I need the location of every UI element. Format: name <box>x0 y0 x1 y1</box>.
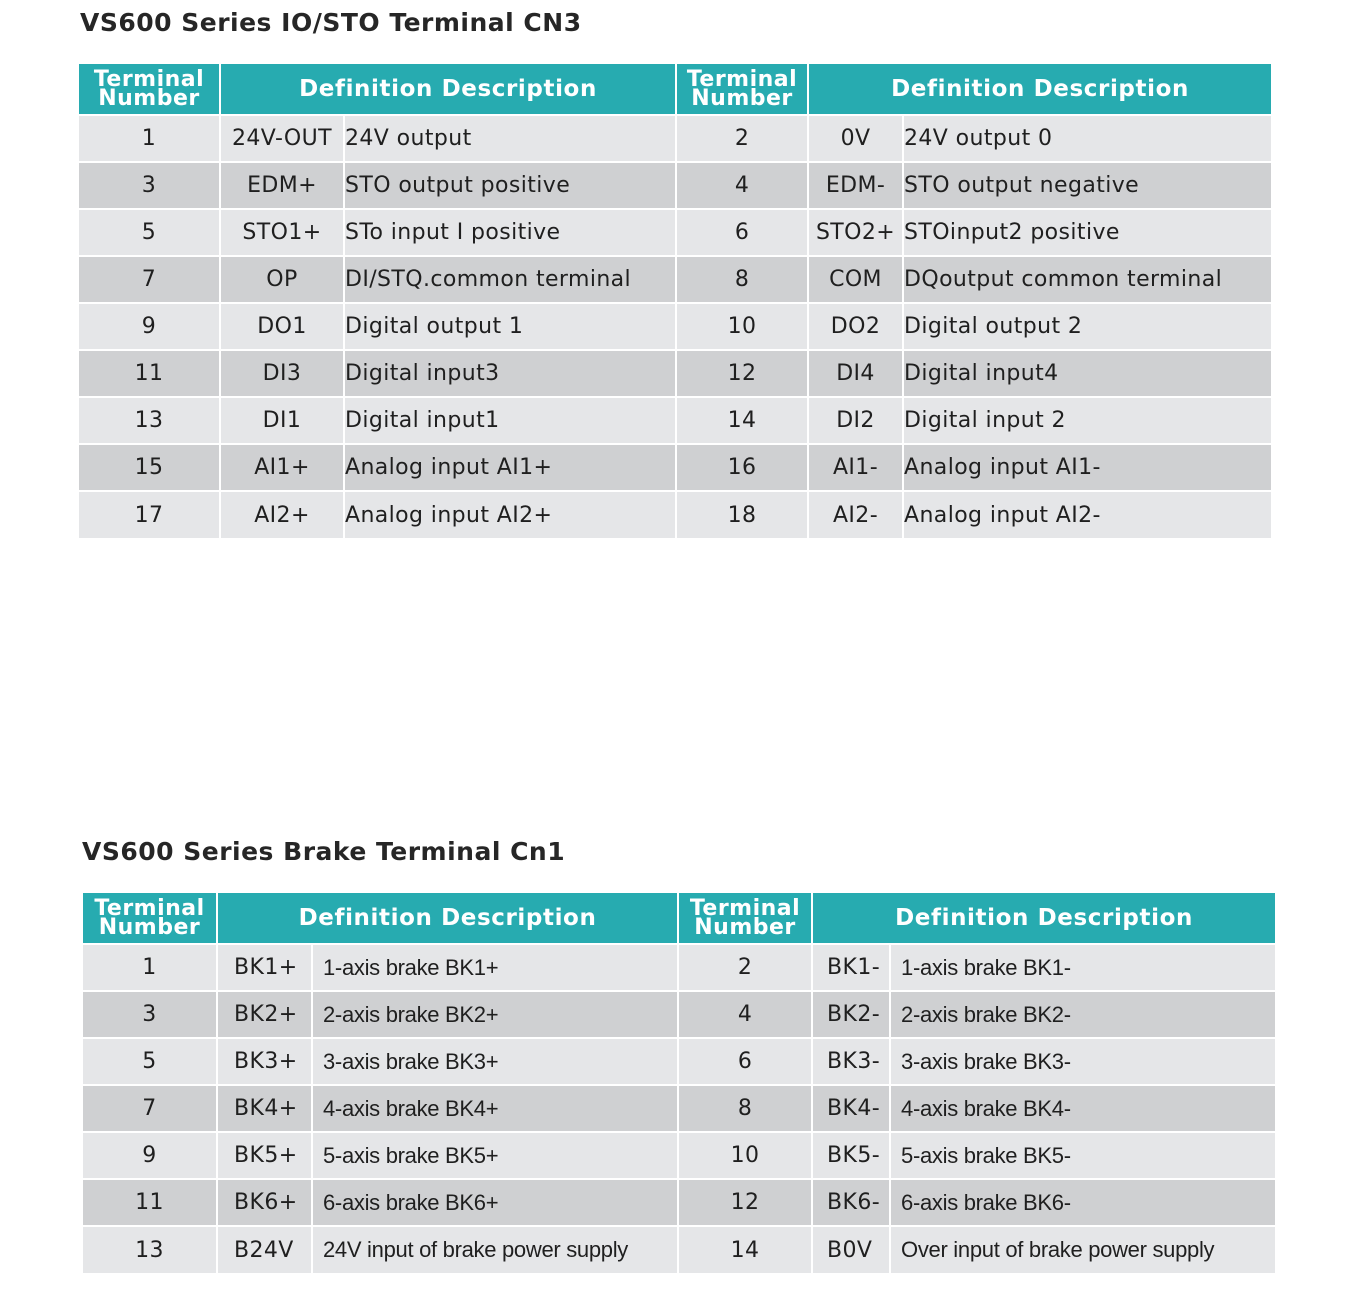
definition-cell: 1-axis brake BK1- <box>890 944 1275 991</box>
signal-name-cell: OP <box>220 256 344 303</box>
terminal-number-cell: 14 <box>676 397 808 444</box>
signal-name-cell: BK5+ <box>217 1132 312 1179</box>
signal-name-cell: STO2+ <box>808 209 903 256</box>
table-row <box>79 115 1271 162</box>
terminal-header-line2: Number <box>98 86 200 111</box>
definition-cell: Digital input4 <box>903 350 1271 397</box>
definition-cell: Analog input AI1- <box>903 444 1271 491</box>
signal-name-cell: DO1 <box>220 303 344 350</box>
terminal-header-line2: Number <box>98 915 201 940</box>
terminal-number-cell: 16 <box>676 444 808 491</box>
terminal-number-cell: 3 <box>83 991 217 1038</box>
terminal-number-cell: 5 <box>79 209 220 256</box>
definition-cell: 5-axis brake BK5+ <box>312 1132 678 1179</box>
definition-cell: 3-axis brake BK3- <box>890 1038 1275 1085</box>
definition-cell: 24V output 0 <box>903 115 1271 162</box>
terminal-number-cell: 2 <box>678 944 812 991</box>
terminal-number-header <box>83 893 217 944</box>
table-row <box>79 444 1271 491</box>
definition-cell: STO output negative <box>903 162 1271 209</box>
signal-name-cell: BK4+ <box>217 1085 312 1132</box>
terminal-number-cell: 9 <box>79 303 220 350</box>
definition-cell: Digital input1 <box>344 397 676 444</box>
terminal-number-cell: 11 <box>79 350 220 397</box>
definition-cell: DQoutput common terminal <box>903 256 1271 303</box>
definition-cell: Analog input AI1+ <box>344 444 676 491</box>
signal-name-cell: BK2+ <box>217 991 312 1038</box>
terminal-number-cell: 9 <box>83 1132 217 1179</box>
terminal-header-line1: Terminal <box>689 896 801 921</box>
signal-name-cell: BK5- <box>812 1132 890 1179</box>
signal-name-cell: BK6- <box>812 1179 890 1226</box>
cn3-terminal-table <box>79 64 1271 538</box>
terminal-number-cell: 10 <box>676 303 808 350</box>
terminal-number-header <box>676 64 808 115</box>
definition-cell: Digital output 1 <box>344 303 676 350</box>
definition-header-label: Definition Description <box>895 905 1193 931</box>
definition-header-label: Definition Description <box>299 76 597 102</box>
terminal-header-line2: Number <box>691 86 793 111</box>
table-header-row <box>83 893 1275 944</box>
definition-header-label: Definition Description <box>298 905 597 931</box>
table-row <box>83 1038 1275 1085</box>
terminal-number-cell: 17 <box>79 491 220 538</box>
signal-name-cell: AI2+ <box>220 491 344 538</box>
signal-name-cell: B0V <box>812 1226 890 1273</box>
definition-header-label: Definition Description <box>891 76 1189 102</box>
terminal-number-header <box>79 64 220 115</box>
table-row <box>79 350 1271 397</box>
definition-description-header <box>812 893 1275 944</box>
table-header-row <box>79 64 1271 115</box>
definition-cell: 5-axis brake BK5- <box>890 1132 1275 1179</box>
terminal-header-line1: Terminal <box>686 67 798 92</box>
signal-name-cell: BK3+ <box>217 1038 312 1085</box>
signal-name-cell: DO2 <box>808 303 903 350</box>
signal-name-cell: BK1- <box>812 944 890 991</box>
signal-name-cell: BK1+ <box>217 944 312 991</box>
definition-description-header <box>808 64 1271 115</box>
definition-cell: 4-axis brake BK4+ <box>312 1085 678 1132</box>
terminal-number-cell: 4 <box>676 162 808 209</box>
signal-name-cell: BK3- <box>812 1038 890 1085</box>
table-row <box>79 397 1271 444</box>
terminal-number-cell: 5 <box>83 1038 217 1085</box>
signal-name-cell: DI3 <box>220 350 344 397</box>
definition-cell: 4-axis brake BK4- <box>890 1085 1275 1132</box>
signal-name-cell: EDM+ <box>220 162 344 209</box>
terminal-number-cell: 4 <box>678 991 812 1038</box>
terminal-number-cell: 2 <box>676 115 808 162</box>
table-row <box>83 944 1275 991</box>
definition-cell: 2-axis brake BK2- <box>890 991 1275 1038</box>
terminal-number-cell: 8 <box>678 1085 812 1132</box>
terminal-number-cell: 8 <box>676 256 808 303</box>
signal-name-cell: DI1 <box>220 397 344 444</box>
terminal-number-cell: 18 <box>676 491 808 538</box>
definition-cell: STo input I positive <box>344 209 676 256</box>
definition-cell: STO output positive <box>344 162 676 209</box>
definition-cell: Over input of brake power supply <box>890 1226 1275 1273</box>
cn1-terminal-table <box>83 893 1275 1273</box>
definition-cell: 6-axis brake BK6+ <box>312 1179 678 1226</box>
table-row <box>83 1179 1275 1226</box>
definition-description-header <box>220 64 676 115</box>
definition-cell: Digital output 2 <box>903 303 1271 350</box>
terminal-number-cell: 15 <box>79 444 220 491</box>
definition-cell: 1-axis brake BK1+ <box>312 944 678 991</box>
terminal-number-cell: 1 <box>79 115 220 162</box>
definition-cell: 6-axis brake BK6- <box>890 1179 1275 1226</box>
table-row <box>83 1132 1275 1179</box>
terminal-number-cell: 6 <box>678 1038 812 1085</box>
terminal-number-cell: 12 <box>676 350 808 397</box>
signal-name-cell: DI2 <box>808 397 903 444</box>
signal-name-cell: 0V <box>808 115 903 162</box>
signal-name-cell: BK2- <box>812 991 890 1038</box>
definition-cell: STOinput2 positive <box>903 209 1271 256</box>
table-row <box>83 1085 1275 1132</box>
terminal-header-line1: Terminal <box>93 67 205 92</box>
definition-cell: 2-axis brake BK2+ <box>312 991 678 1038</box>
table-row <box>83 1226 1275 1273</box>
table-row <box>83 991 1275 1038</box>
table-row <box>79 491 1271 538</box>
signal-name-cell: 24V-OUT <box>220 115 344 162</box>
terminal-number-cell: 3 <box>79 162 220 209</box>
terminal-number-header <box>678 893 812 944</box>
signal-name-cell: BK4- <box>812 1085 890 1132</box>
terminal-header-line2: Number <box>694 915 796 940</box>
signal-name-cell: DI4 <box>808 350 903 397</box>
definition-cell: Digital input 2 <box>903 397 1271 444</box>
signal-name-cell: B24V <box>217 1226 312 1273</box>
definition-cell: Analog input AI2- <box>903 491 1271 538</box>
terminal-number-cell: 13 <box>79 397 220 444</box>
terminal-number-cell: 10 <box>678 1132 812 1179</box>
table-row <box>79 162 1271 209</box>
definition-cell: 3-axis brake BK3+ <box>312 1038 678 1085</box>
terminal-number-cell: 7 <box>83 1085 217 1132</box>
terminal-number-cell: 13 <box>83 1226 217 1273</box>
cn1-section-title: VS600 Series Brake Terminal Cn1 <box>82 837 566 866</box>
signal-name-cell: EDM- <box>808 162 903 209</box>
signal-name-cell: COM <box>808 256 903 303</box>
terminal-number-cell: 1 <box>83 944 217 991</box>
table-row <box>79 209 1271 256</box>
definition-cell: 24V output <box>344 115 676 162</box>
definition-cell: DI/STQ.common terminal <box>344 256 676 303</box>
signal-name-cell: AI1- <box>808 444 903 491</box>
terminal-number-cell: 12 <box>678 1179 812 1226</box>
terminal-number-cell: 14 <box>678 1226 812 1273</box>
signal-name-cell: AI2- <box>808 491 903 538</box>
definition-cell: Digital input3 <box>344 350 676 397</box>
signal-name-cell: BK6+ <box>217 1179 312 1226</box>
table-row <box>79 303 1271 350</box>
terminal-number-cell: 11 <box>83 1179 217 1226</box>
definition-cell: Analog input AI2+ <box>344 491 676 538</box>
signal-name-cell: AI1+ <box>220 444 344 491</box>
table-row <box>79 256 1271 303</box>
terminal-number-cell: 6 <box>676 209 808 256</box>
cn3-section-title: VS600 Series IO/STO Terminal CN3 <box>80 8 582 37</box>
terminal-header-line1: Terminal <box>94 896 205 921</box>
signal-name-cell: STO1+ <box>220 209 344 256</box>
terminal-number-cell: 7 <box>79 256 220 303</box>
definition-description-header <box>217 893 678 944</box>
definition-cell: 24V input of brake power supply <box>312 1226 678 1273</box>
